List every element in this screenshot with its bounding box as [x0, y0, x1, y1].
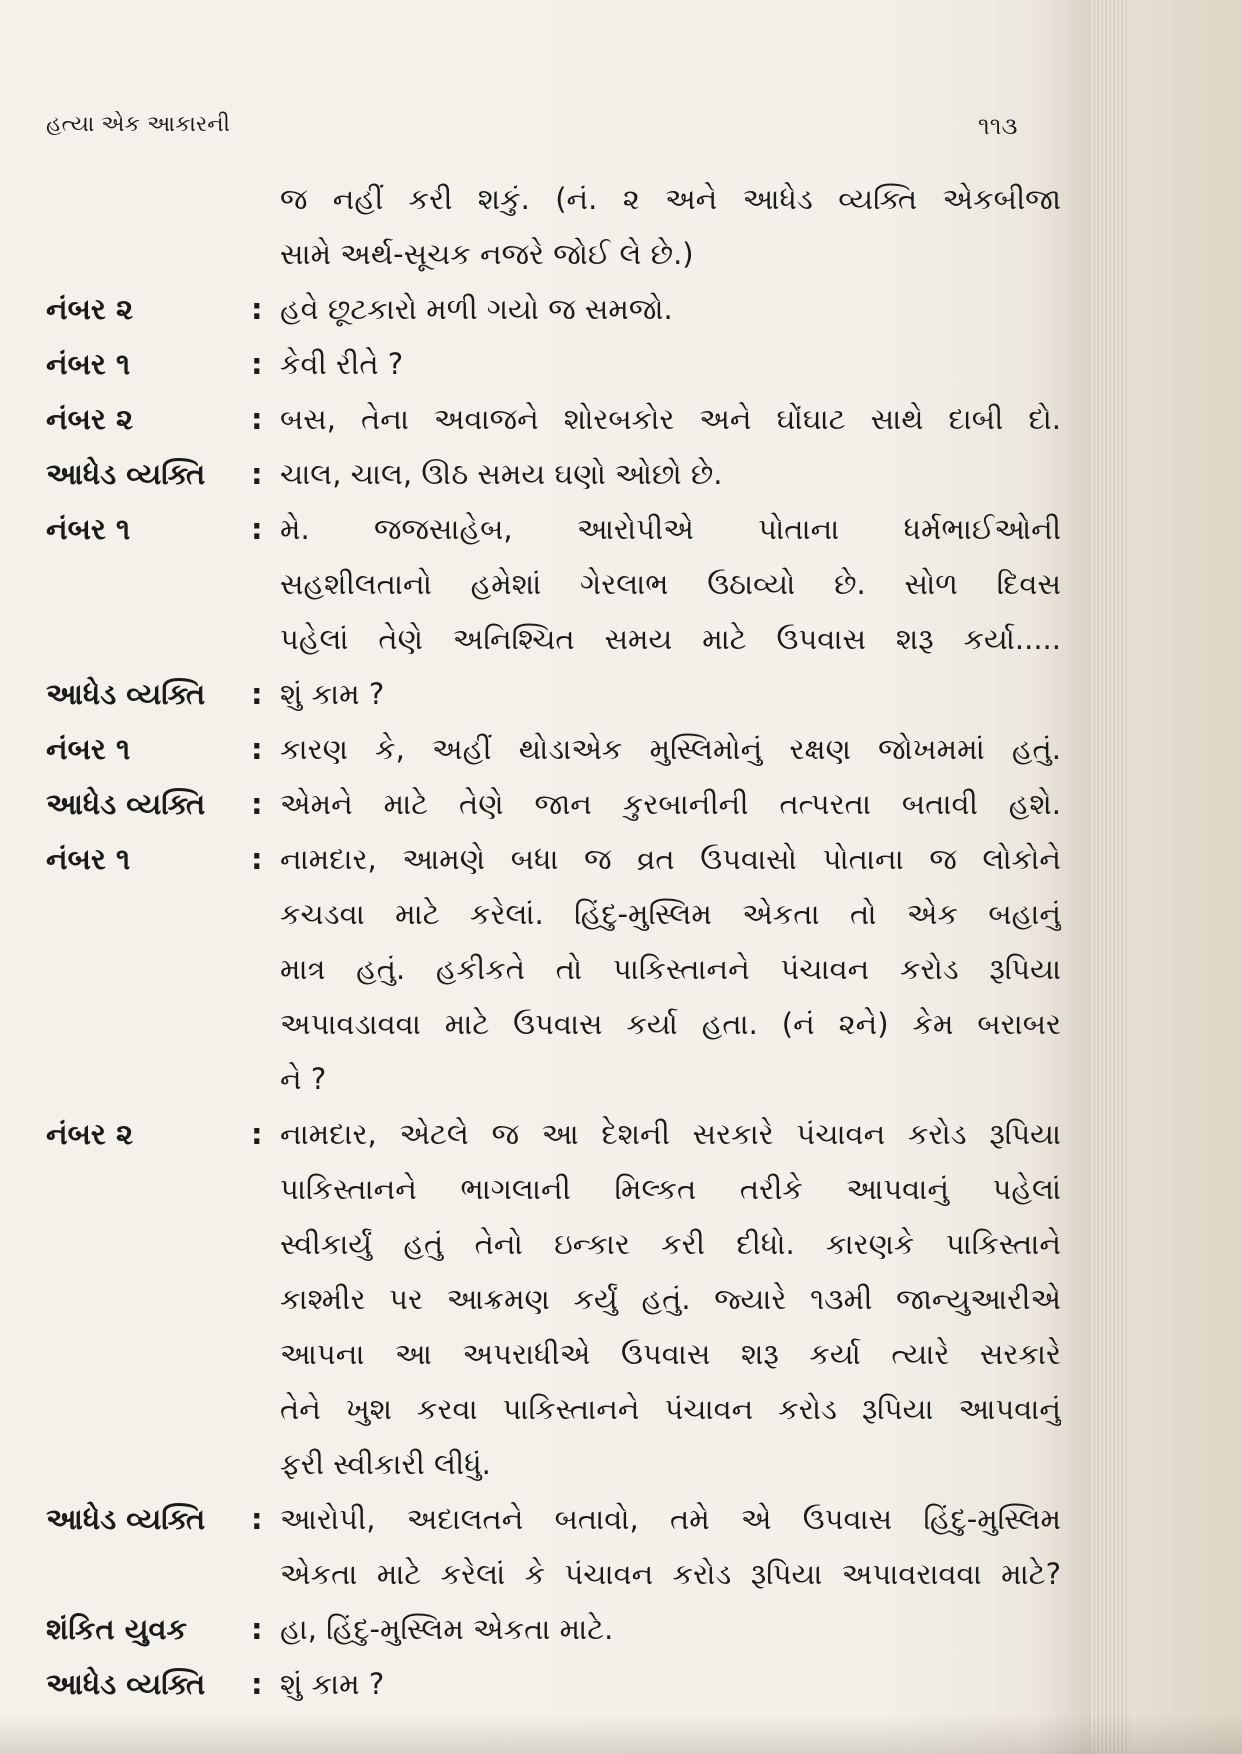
speaker-colon: :	[251, 677, 263, 711]
speaker-colon: :	[251, 402, 263, 436]
adjacent-page-edge	[1130, 0, 1242, 1754]
dialogue-text: હવે છૂટકારો મળી ગયો જ સમજો.	[280, 292, 673, 326]
dialogue-text: માત્ર હતું. હકીકતે તો પાકિસ્તાનને પંચાવન કરોડ રૂપિયા	[280, 952, 1061, 986]
dialogue-text: બસ, તેના અવાજને શોરબકોર અને ઘોંઘાટ સાથે દાબી દો.	[280, 402, 1061, 436]
dialogue-line	[46, 942, 1061, 997]
dialogue-text: સ્વીકાર્યું હતું તેનો ઇન્કાર કરી દીધો. કારણકે પાકિસ્તાને	[280, 1227, 1061, 1261]
dialogue-text: શું કામ ?	[280, 1667, 385, 1701]
book-spine	[1090, 0, 1130, 1754]
running-title: હત્યા એક આકારની	[46, 112, 230, 137]
dialogue-text: ને ?	[280, 1062, 327, 1096]
dialogue-line	[46, 1052, 1046, 1107]
dialogue-line	[46, 1657, 1046, 1712]
dialogue-line	[46, 1602, 1046, 1657]
dialogue-line	[46, 1107, 1061, 1162]
dialogue-text: એમને માટે તેણે જાન કુરબાનીની તત્પરતા બતાવી હશે.	[280, 787, 1061, 821]
speaker-colon: :	[251, 347, 263, 381]
dialogue-line	[46, 227, 1046, 282]
speaker-colon: :	[251, 1667, 263, 1701]
dialogue-text: ચાલ, ચાલ, ઊઠ સમય ઘણો ઓછો છે.	[280, 457, 723, 491]
speaker-label: નંબર ૨	[46, 402, 134, 436]
dialogue-line	[46, 1437, 1046, 1492]
speaker-label: આધેડ વ્યક્તિ	[46, 787, 206, 821]
speaker-label: નંબર ૨	[46, 1117, 134, 1151]
dialogue-text: મે. જજસાહેબ, આરોપીએ પોતાના ધર્મભાઈઓની	[280, 512, 1061, 546]
dialogue-text: સહશીલતાનો હમેશાં ગેરલાભ ઉઠાવ્યો છે. સોળ દિવસ	[280, 567, 1061, 601]
dialogue-text: નામદાર, આમણે બધા જ વ્રત ઉપવાસો પોતાના જ લોકોને	[280, 842, 1061, 876]
dialogue-line	[46, 997, 1061, 1052]
dialogue-line	[46, 612, 1061, 667]
speaker-colon: :	[251, 842, 263, 876]
speaker-colon: :	[251, 1502, 263, 1536]
dialogue-line	[46, 722, 1061, 777]
speaker-label: નંબર ૧	[46, 512, 131, 546]
dialogue-text: એકતા માટે કરેલાં કે પંચાવન કરોડ રૂપિયા અપાવરાવવા માટે?	[280, 1557, 1061, 1591]
dialogue-line	[46, 1327, 1061, 1382]
speaker-colon: :	[251, 1612, 263, 1646]
dialogue-line	[46, 1547, 1061, 1602]
dialogue-text: આપના આ અપરાધીએ ઉપવાસ શરૂ કર્યા ત્યારે સરકારે	[280, 1337, 1061, 1371]
speaker-colon: :	[251, 1117, 263, 1151]
dialogue-text: અપાવડાવવા માટે ઉપવાસ કર્યા હતા. (નં ૨ને) કેમ બરાબર	[280, 1007, 1061, 1041]
dialogue-text: કચડવા માટે કરેલાં. હિંદુ-મુસ્લિમ એકતા તો એક બહાનું	[280, 897, 1061, 931]
dialogue-line	[46, 172, 1061, 227]
speaker-colon: :	[251, 292, 263, 326]
dialogue-line	[46, 887, 1061, 942]
dialogue-text: તેને ખુશ કરવા પાકિસ્તાનને પંચાવન કરોડ રૂપિયા આપવાનું	[280, 1392, 1061, 1426]
dialogue-line	[46, 337, 1046, 392]
dialogue-text: કારણ કે, અહીં થોડાએક મુસ્લિમોનું રક્ષણ જોખમમાં હતું.	[280, 732, 1061, 766]
speaker-label: આધેડ વ્યક્તિ	[46, 1502, 206, 1536]
dialogue-text: આરોપી, અદાલતને બતાવો, તમે એ ઉપવાસ હિંદુ-મુસ્લિમ	[280, 1502, 1061, 1536]
speaker-label: આધેડ વ્યક્તિ	[46, 1667, 206, 1701]
dialogue-line	[46, 447, 1046, 502]
page-number: ૧૧૩	[978, 112, 1018, 140]
dialogue-line	[46, 1492, 1061, 1547]
dialogue-line	[46, 832, 1061, 887]
speaker-colon: :	[251, 457, 263, 491]
dialogue-text: નામદાર, એટલે જ આ દેશની સરકારે પંચાવન કરોડ રૂપિયા	[280, 1117, 1061, 1151]
dialogue-line	[46, 777, 1061, 832]
speaker-label: આધેડ વ્યક્તિ	[46, 457, 206, 491]
dialogue-line	[46, 667, 1046, 722]
dialogue-line	[46, 1162, 1061, 1217]
speaker-colon: :	[251, 787, 263, 821]
page-header	[46, 112, 1018, 152]
dialogue-text: પહેલાં તેણે અનિશ્ચિત સમય માટે ઉપવાસ શરૂ કર્યા.....	[280, 622, 1061, 656]
speaker-label: નંબર ૨	[46, 292, 134, 326]
dialogue-text: ફરી સ્વીકારી લીધું.	[280, 1447, 491, 1481]
dialogue-line	[46, 1382, 1061, 1437]
speaker-label: શંકિત યુવક	[46, 1612, 188, 1646]
dialogue-text: કેવી રીતે ?	[280, 347, 404, 381]
dialogue-line	[46, 1272, 1061, 1327]
dialogue-line	[46, 557, 1061, 612]
dialogue-text: પાકિસ્તાનને ભાગલાની મિલ્કત તરીકે આપવાનું પહેલાં	[280, 1172, 1061, 1206]
bottom-shadow	[0, 1714, 1242, 1754]
dialogue-text: સામે અર્થ-સૂચક નજરે જોઈ લે છે.)	[280, 237, 694, 271]
speaker-label: નંબર ૧	[46, 347, 131, 381]
dialogue-line	[46, 502, 1061, 557]
dialogue-line	[46, 392, 1061, 447]
dialogue-body	[46, 172, 1061, 1712]
speaker-label: નંબર ૧	[46, 842, 131, 876]
speaker-colon: :	[251, 732, 263, 766]
dialogue-line	[46, 282, 1046, 337]
dialogue-text: હા, હિંદુ-મુસ્લિમ એકતા માટે.	[280, 1612, 614, 1646]
dialogue-text: જ નહીં કરી શકું. (નં. ૨ અને આધેડ વ્યક્તિ એકબીજા	[280, 182, 1061, 216]
speaker-colon: :	[251, 512, 263, 546]
speaker-label: નંબર ૧	[46, 732, 131, 766]
dialogue-text: કાશ્મીર પર આક્રમણ કર્યું હતું. જ્યારે ૧૩મી જાન્યુઆરીએ	[280, 1282, 1061, 1316]
dialogue-line	[46, 1217, 1061, 1272]
dialogue-text: શું કામ ?	[280, 677, 385, 711]
speaker-label: આધેડ વ્યક્તિ	[46, 677, 206, 711]
